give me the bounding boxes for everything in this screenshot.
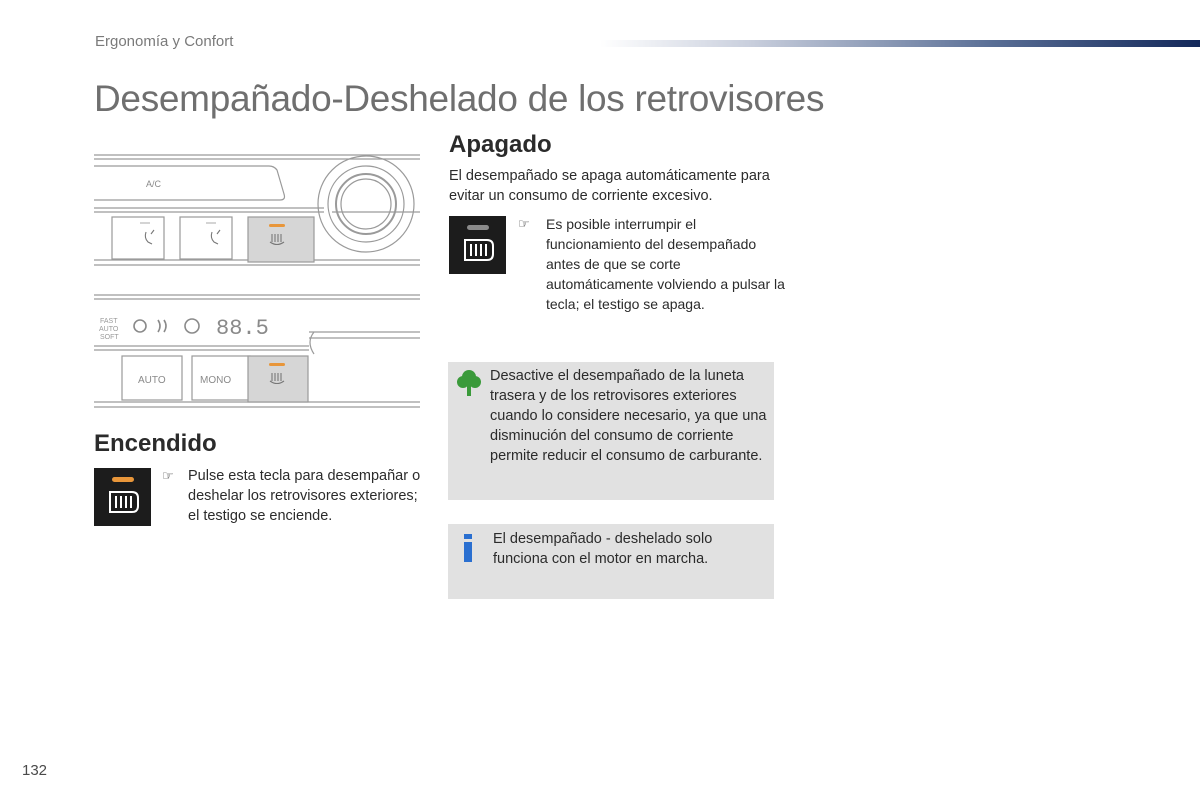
display-value: 88.5 bbox=[216, 316, 269, 341]
mirror-defrost-icon bbox=[461, 236, 495, 264]
eco-note bbox=[448, 362, 774, 500]
info-note bbox=[448, 524, 774, 599]
indicator-led-on bbox=[112, 477, 134, 482]
ac-label: A/C bbox=[146, 179, 162, 189]
info-note-text: El desempañado - deshelado solo funciona con el motor en marcha. bbox=[493, 531, 713, 567]
encendido-bullet: Pulse esta tecla para desempañar o deshelar los retrovisores exteriores; el testigo se enciende. bbox=[188, 468, 421, 524]
pointer-bullet-icon: ☞ bbox=[518, 216, 530, 231]
apagado-heading: Apagado bbox=[449, 131, 552, 158]
pointer-bullet-icon: ☞ bbox=[162, 468, 174, 483]
indicator-led-off bbox=[467, 225, 489, 230]
mirror-defrost-button-off[interactable] bbox=[449, 216, 506, 274]
page-number: 132 bbox=[22, 762, 48, 779]
mono-button-label: MONO bbox=[200, 375, 232, 386]
encendido-heading: Encendido bbox=[94, 430, 217, 457]
climate-panel-drawing bbox=[94, 150, 420, 270]
climate-panel-drawing-2 bbox=[94, 290, 420, 410]
mirror-defrost-button-on[interactable] bbox=[94, 468, 151, 526]
header-gradient-bar bbox=[600, 40, 1200, 47]
auto-button-label: AUTO bbox=[138, 375, 166, 386]
climate-panel-illustration-1 bbox=[94, 150, 420, 270]
mirror-defrost-icon bbox=[106, 488, 140, 516]
apagado-bullet: Es posible interrumpir el funcionamiento del desempañado antes de que se corte automáticamente volviendo a pulsar la tecla; el testigo se apaga. bbox=[546, 216, 785, 312]
eco-note-text: Desactive el desempañado de la luneta trasera y de los retrovisores exteriores cuando lo considere necesario, ya que una disminución del consumo de corriente permite reducir el consumo de carburante. bbox=[490, 368, 767, 464]
climate-panel-illustration-2 bbox=[94, 290, 420, 410]
apagado-intro: El desempañado se apaga automáticamente para evitar un consumo de corriente excesivo. bbox=[449, 168, 770, 204]
fast-label: FAST bbox=[100, 318, 118, 325]
section-label: Ergonomía y Confort bbox=[95, 33, 234, 50]
info-icon bbox=[461, 534, 475, 562]
page-title: Desempañado-Deshelado de los retrovisores bbox=[94, 78, 825, 119]
auto-small-label: AUTO bbox=[99, 326, 119, 333]
eco-tree-icon bbox=[456, 368, 482, 398]
soft-label: SOFT bbox=[100, 334, 119, 341]
